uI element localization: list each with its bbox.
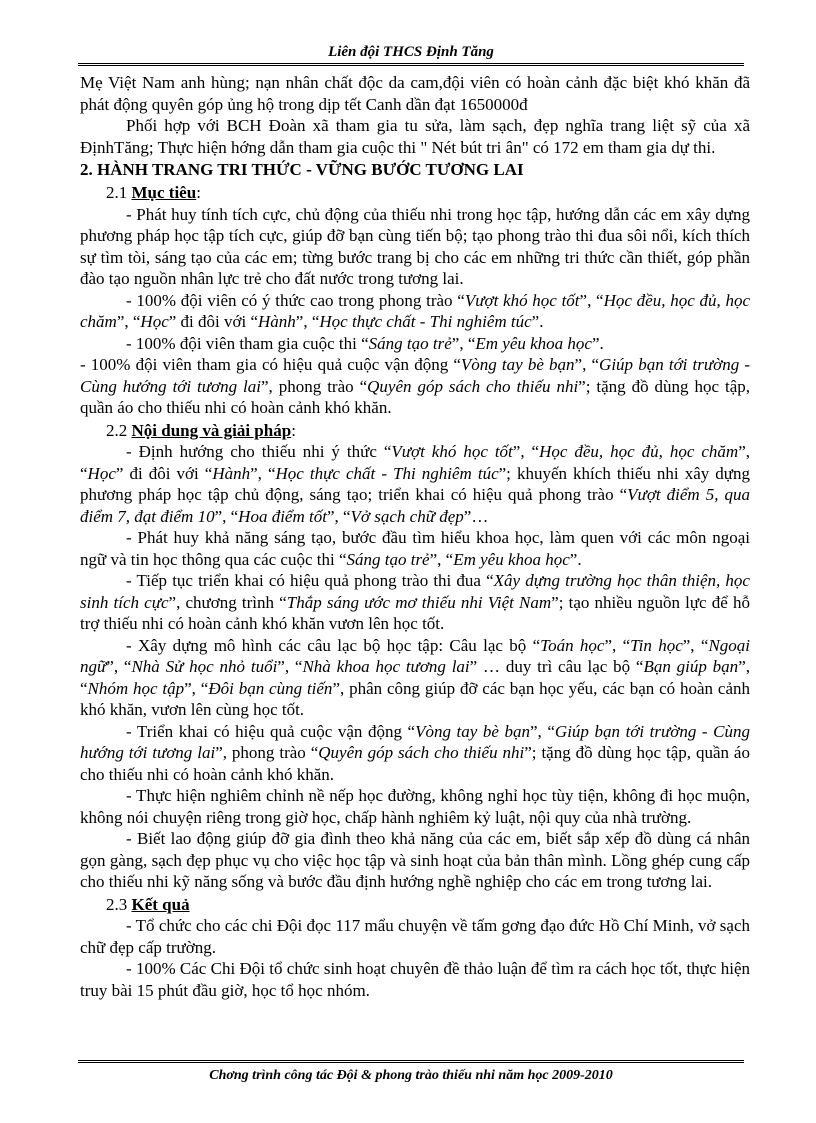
- s22-paragraph-4: - Xây dựng mô hình các câu lạc bộ học tập: Câu lạc bộ “Toán học”, “Tin học”, “Ngoại ngữ”, “Nhà Sử học nhỏ tuổi”, “Nhà khoa học tương lai” … duy trì câu lạc bộ “Bạn giúp bạn”, “Nhóm học tập”, “Đôi bạn cùng tiến”, phân công giúp đỡ các bạn học yếu, các bạn có hoàn cảnh khó khăn, vươn lên cùng học tốt.: [80, 635, 751, 719]
- page-header: [78, 44, 744, 66]
- s23-paragraph-2: - 100% Các Chi Đội tổ chức sinh hoạt chuyên đề thảo luận để tìm ra cách học tốt, thực hiện truy bài 15 phút đầu giờ, học tổ học nhóm.: [80, 959, 750, 1000]
- s22-paragraph-1: - Định hướng cho thiếu nhi ý thức “Vượt khó học tốt”, “Học đều, học đủ, học chăm”, “Học” đi đôi với “Hành”, “Học thực chất - Thi nghiêm túc”; khuyến khích thiếu nhi xây dựng phương pháp học tập chủ động, sáng tạo; triển khai có hiệu quả phong trào “Vượt điểm 5, qua điểm 7, đạt điểm 10”, “Hoa điểm tốt”, “Vở sạch chữ đẹp”…: [80, 442, 751, 526]
- s21-paragraph-3: - 100% đội viên tham gia cuộc thi “Sáng tạo trẻ”, “Em yêu khoa học”.: [126, 333, 604, 353]
- subsection-2-3-heading: [106, 894, 750, 916]
- paragraph-top-1: Mẹ Việt Nam anh hùng; nạn nhân chất độc da cam,đội viên có hoàn cảnh đặc biệt khó khăn đã phát động quyên góp ủng hộ trong dịp tết Canh dần đạt 1650000đ: [80, 73, 750, 114]
- subsection-title: Kết quả: [131, 894, 190, 914]
- subsection-colon: :: [196, 183, 201, 202]
- header-rule: [78, 63, 744, 66]
- subsection-2-2-heading: [106, 420, 750, 442]
- subsection-number: 2.1: [106, 183, 128, 202]
- page-footer: [78, 1060, 744, 1086]
- document-body: [80, 72, 750, 1001]
- s22-paragraph-6: - Thực hiện nghiêm chỉnh nề nếp học đường, không nghỉ học tùy tiện, không đi học muộn, không nói chuyện riêng trong giờ học, chấp hành nghiêm kỷ luật, nội quy của nhà trường.: [80, 786, 750, 827]
- subsection-2-1-heading: [106, 182, 750, 204]
- footer-rule: [78, 1060, 744, 1063]
- subsection-title: Mục tiêu: [131, 183, 197, 202]
- s22-paragraph-7: - Biết lao động giúp đỡ gia đình theo khả năng của các em, biết sắp xếp đồ dùng cá nhân gọn gàng, sạch đẹp phục vụ cho việc học tập và sinh hoạt của bản thân mình. Lồng ghép cung cấp cho thiếu nhi kỹ năng sống và bước đầu định hướng nghề nghiệp cho các em trong tương lai.: [80, 829, 750, 891]
- s22-paragraph-3: - Tiếp tục triển khai có hiệu quả phong trào thi đua “Xây dựng trường học thân thiện, học sinh tích cực”, chương trình “Thắp sáng ước mơ thiếu nhi Việt Nam”; tạo nhiều nguồn lực để hỗ trợ thiếu nhi có hoàn cảnh khó khăn vươn lên học tốt.: [80, 571, 750, 633]
- s23-paragraph-1: - Tổ chức cho các chi Đội đọc 117 mẩu chuyện về tấm gơng đạo đức Hồ Chí Minh, vở sạch chữ đẹp cấp trường.: [80, 916, 750, 957]
- subsection-colon: :: [291, 420, 296, 440]
- header-text: Liên đội THCS Định Tăng: [328, 44, 494, 60]
- s21-paragraph-4: - 100% đội viên tham gia có hiệu quả cuộc vận động “Vòng tay bè bạn”, “Giúp bạn tới trường - Cùng hướng tới tương lai”, phong trào “Quyên góp sách cho thiếu nhi”; tặng đồ dùng học tập, quần áo cho thiếu nhi có hoàn cảnh khó khăn.: [80, 355, 751, 417]
- footer-text: Chơng trình công tác Đội & phong trào thiếu nhi năm học 2009-2010: [209, 1068, 613, 1083]
- subsection-number: 2.3: [106, 894, 128, 914]
- s22-paragraph-2: - Phát huy khả năng sáng tạo, bước đầu tìm hiểu khoa học, làm quen với các môn ngoại ngữ và tin học thông qua các cuộc thi “Sáng tạo trẻ”, “Em yêu khoa học”.: [80, 528, 750, 569]
- s21-paragraph-1: - Phát huy tính tích cực, chủ động của thiếu nhi trong học tập, hướng dẫn các em xây dựng phương pháp học tập tích cực, giúp đỡ bạn cùng tiến bộ; tạo phong trào thi đua sôi nổi, kích thích sự tìm tòi, sáng tạo của các em; từng bước trang bị cho các em những tri thức cần thiết, góp phần đào tạo nguồn nhân lực trẻ cho đất nước trong tương lai.: [80, 204, 750, 288]
- subsection-number: 2.2: [106, 420, 128, 440]
- subsection-title: Nội dung và giải pháp: [131, 420, 292, 440]
- s21-paragraph-2: - 100% đội viên có ý thức cao trong phong trào “Vượt khó học tốt”, “Học đều, học đủ, học chăm”, “Học” đi đôi với “Hành”, “Học thực chất - Thi nghiêm túc”.: [80, 290, 750, 331]
- s22-paragraph-5: - Triển khai có hiệu quả cuộc vận động “Vòng tay bè bạn”, “Giúp bạn tới trường - Cùng hướng tới tương lai”, phong trào “Quyên góp sách cho thiếu nhi”; tặng đồ dùng học tập, quần áo cho thiếu nhi có hoàn cảnh khó khăn.: [80, 721, 751, 784]
- paragraph-top-2: Phối hợp với BCH Đoàn xã tham gia tu sửa, làm sạch, đẹp nghĩa trang liệt sỹ của xã ĐịnhTăng; Thực hiện hớng dẫn tham gia cuộc thi " Nét bút tri ân" có 172 em tham gia dự thi.: [80, 116, 750, 157]
- section-2-heading: 2. HÀNH TRANG TRI THỨC - VỮNG BƯỚC TƯƠNG LAI: [80, 160, 524, 179]
